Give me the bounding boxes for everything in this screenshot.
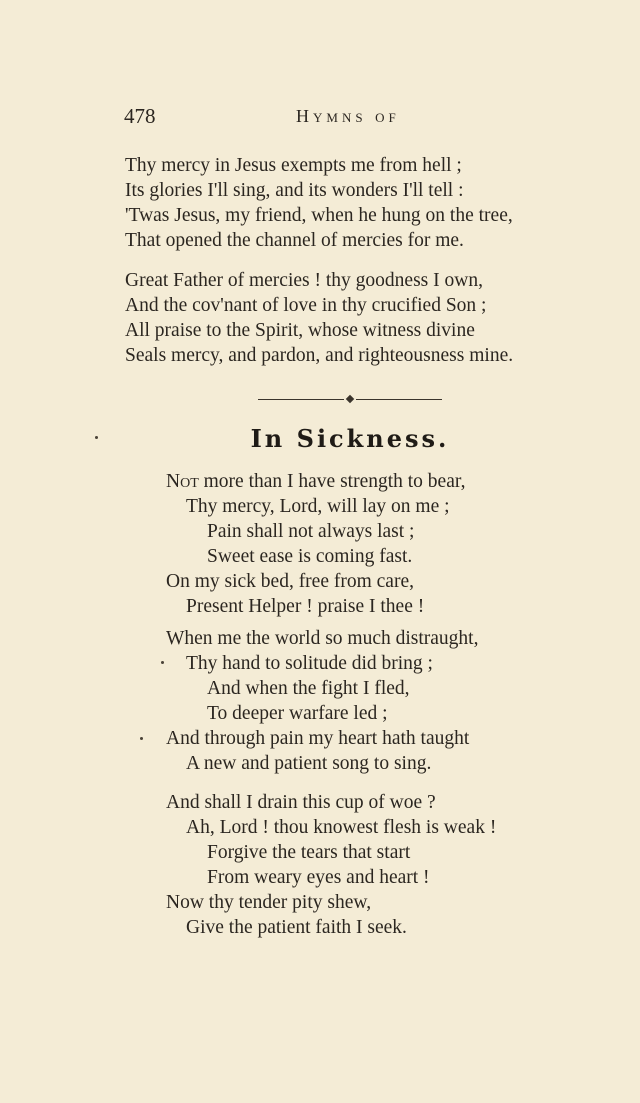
stanza-1 [125,153,513,253]
verse-line: Pain shall not always last ; [207,521,415,542]
verse-line: To deeper warfare led ; [207,703,388,724]
section-divider [258,397,442,403]
divider-rule-left [258,399,344,400]
diamond-ornament-icon [346,395,354,403]
verse-line: Sweet ease is coming fast. [207,546,413,567]
poem-stanza-3 [0,790,496,940]
poem-stanza-2 [0,626,478,776]
paper-speck [161,661,164,664]
verse-line: Ah, Lord ! thou knowest flesh is weak ! [186,817,497,838]
stanza-2 [125,268,513,368]
verse-line: Thy mercy in Jesus exempts me from hell ; [125,155,462,176]
page-number: 478 [124,104,156,128]
drop-word: Not [166,471,199,492]
verse-line: Thy hand to solitude did bring ; [186,653,433,674]
verse-line: A new and patient song to sing. [186,753,432,774]
verse-line: Seals mercy, and pardon, and righteousness mine. [125,345,514,366]
verse-line: Its glories I'll sing, and its wonders I'll tell : [125,180,464,201]
verse-line: And when the fight I fled, [207,678,410,699]
verse-line: Present Helper ! praise I thee ! [186,596,425,617]
verse-line: On my sick bed, free from care, [166,571,414,592]
verse-line: And shall I drain this cup of woe ? [166,792,436,813]
verse-line: Now thy tender pity shew, [166,892,372,913]
verse-line: Give the patient faith I seek. [186,917,407,938]
poem-stanza-1 [0,469,465,619]
page-header [124,104,514,130]
verse-line: And the cov'nant of love in thy crucified Son ; [125,295,487,316]
divider-rule-right [356,399,442,400]
verse-line: Thy mercy, Lord, will lay on me ; [186,496,450,517]
verse-line: When me the world so much distraught, [166,628,479,649]
verse-line: 'Twas Jesus, my friend, when he hung on the tree, [125,205,513,226]
verse-line: All praise to the Spirit, whose witness divine [125,320,475,341]
verse-line-rest: more than I have strength to bear, [198,471,466,492]
running-head: Hymns of [296,106,400,126]
section-title: In Sickness. [250,424,450,453]
verse-line: From weary eyes and heart ! [207,867,430,888]
paper-speck [95,436,98,439]
verse-line: And through pain my heart hath taught [166,728,470,749]
verse-line: That opened the channel of mercies for me. [125,230,464,251]
verse-line: Great Father of mercies ! thy goodness I own, [125,270,483,291]
verse-line: Forgive the tears that start [207,842,411,863]
paper-speck [140,737,143,740]
verse-line [0,469,465,494]
